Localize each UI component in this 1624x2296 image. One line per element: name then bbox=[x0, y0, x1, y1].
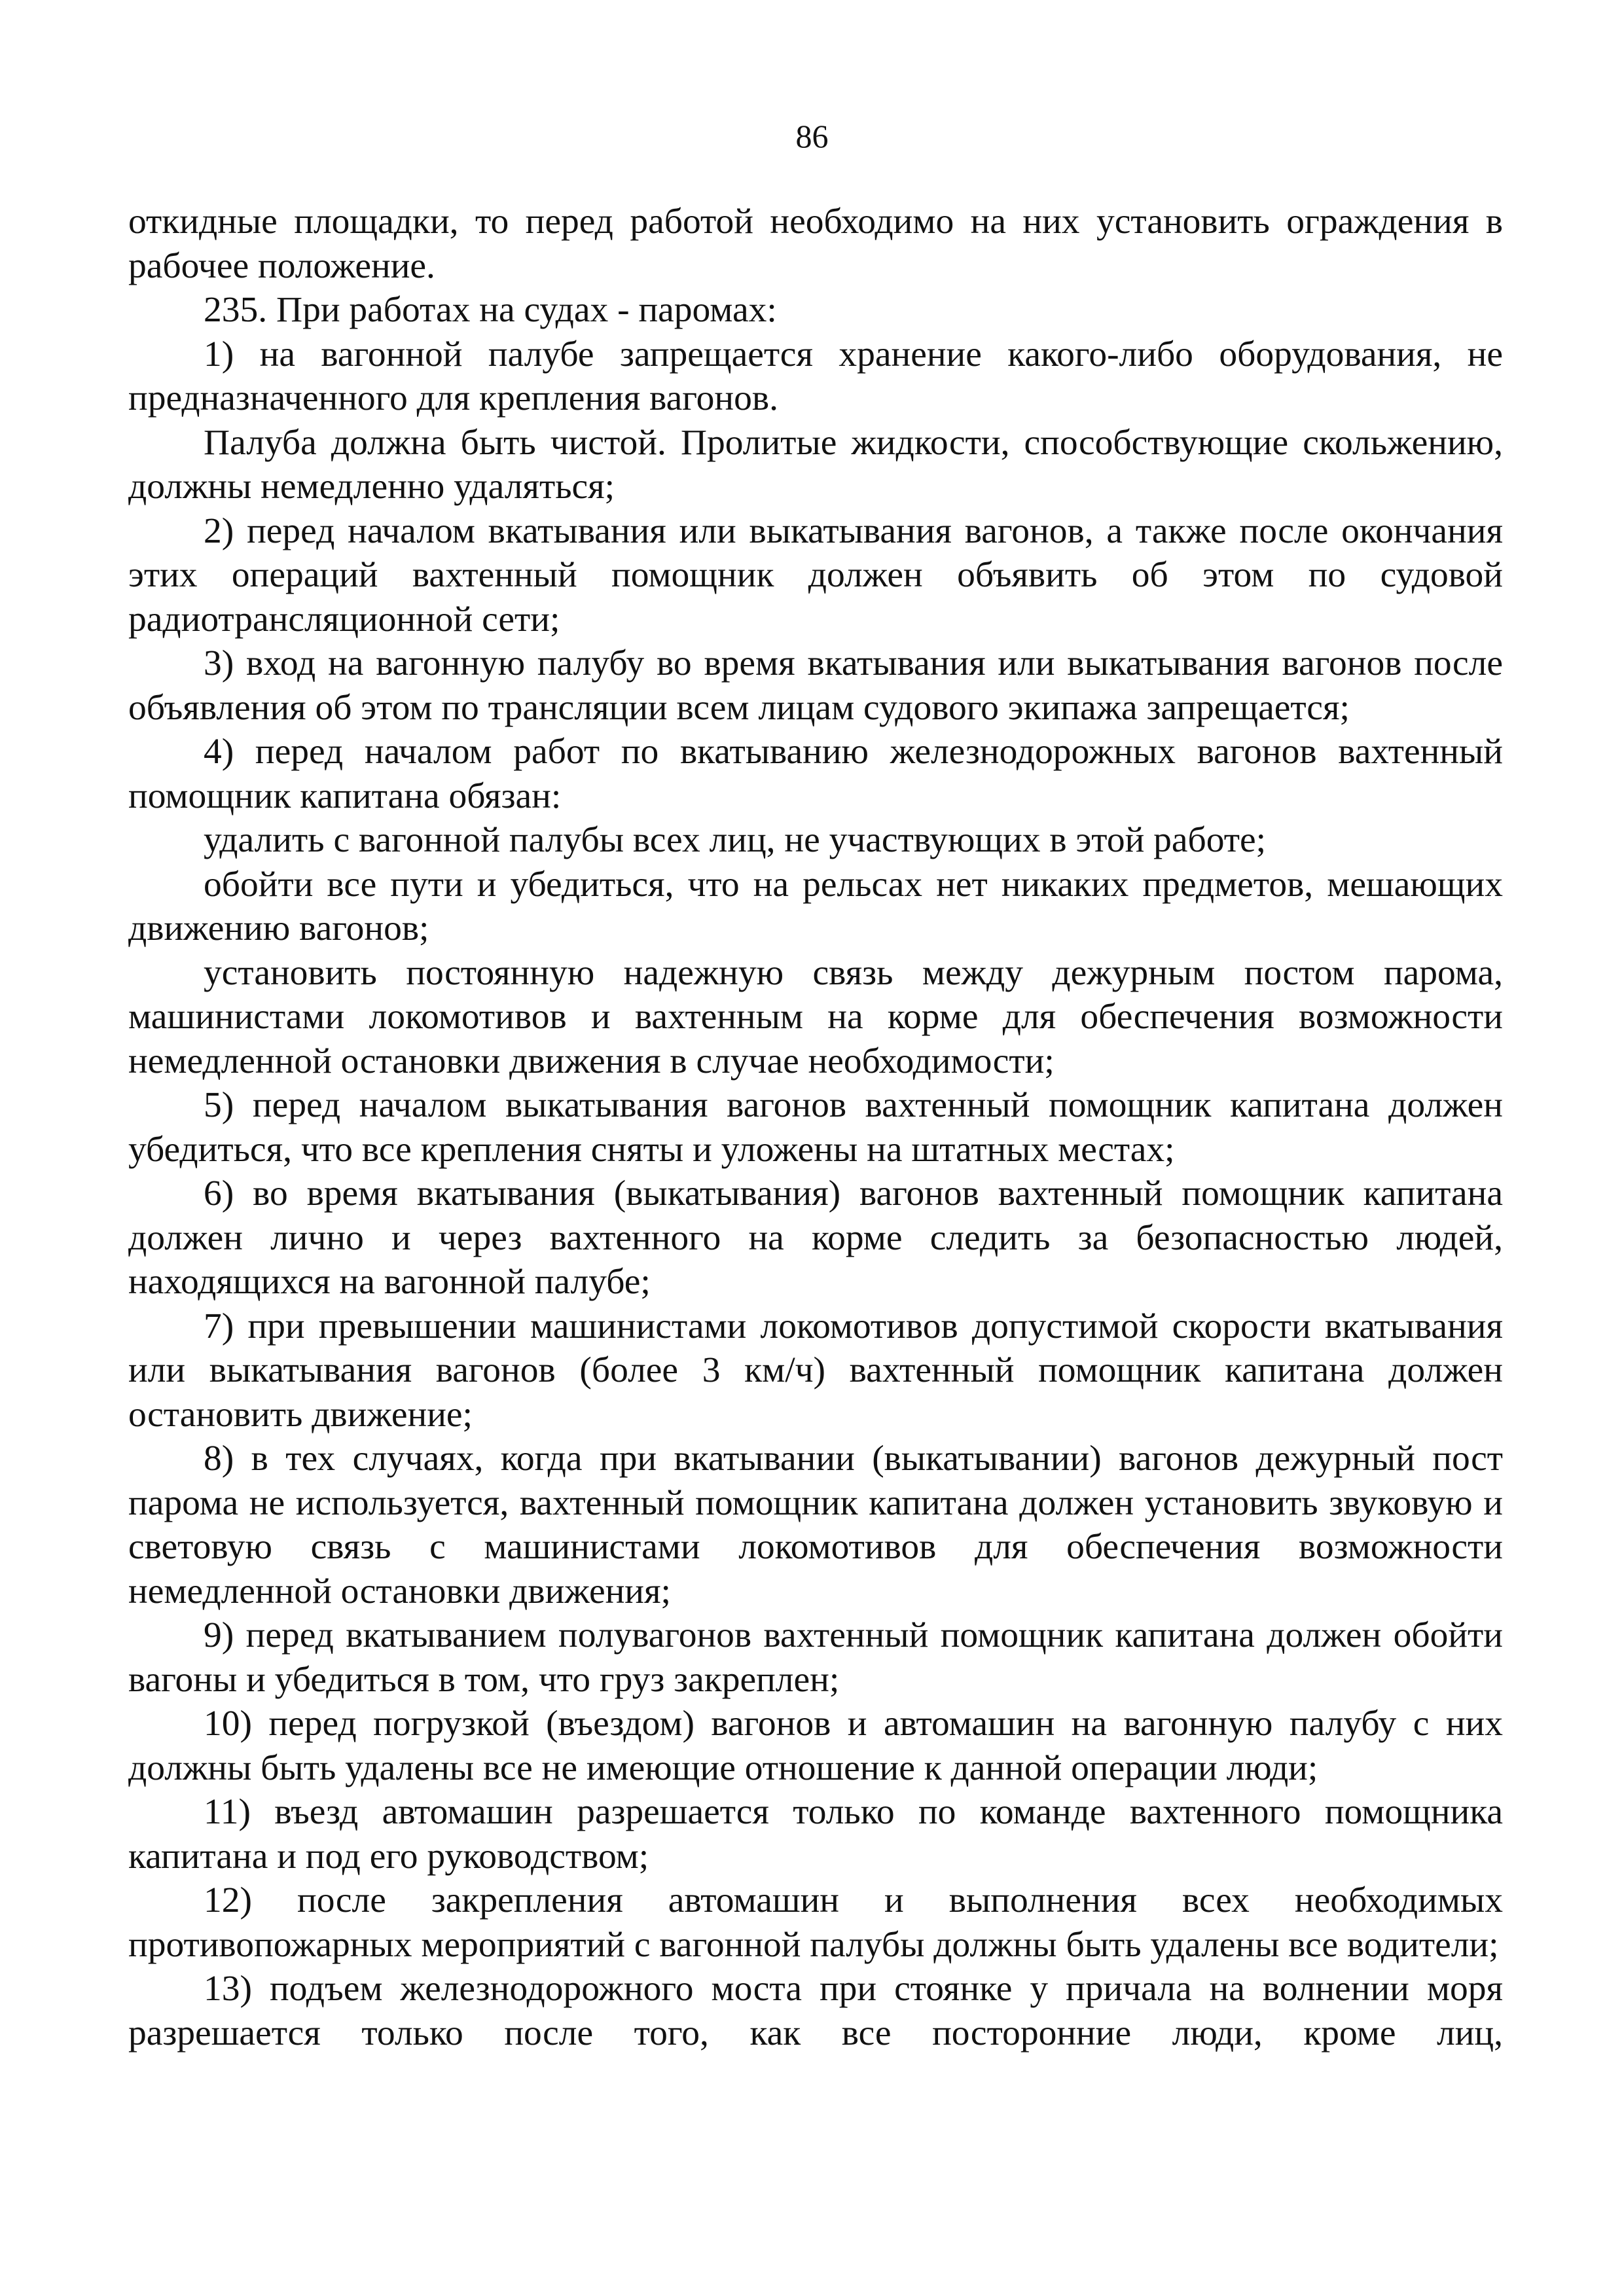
paragraph-duty-remove-persons: удалить с вагонной палубы всех лиц, не участвующих в этой работе; bbox=[204, 820, 1267, 860]
page-number: 86 bbox=[795, 118, 829, 154]
paragraph-subitem-9: 9) перед вкатыванием полувагонов вахтенный помощник капитана должен обойти вагоны и убедиться в том, что груз закреплен; bbox=[128, 1615, 1503, 1700]
paragraph-subitem-4: 4) перед началом работ по вкатыванию железнодорожных вагонов вахтенный помощник капитана обязан: bbox=[128, 732, 1503, 816]
document-body bbox=[128, 200, 1503, 2055]
paragraph-subitem-6: 6) во время вкатывания (выкатывания) вагонов вахтенный помощник капитана должен лично и через вахтенного на корме следить за безопасностью людей, находящихся на вагонной палубе; bbox=[128, 1174, 1503, 1302]
paragraph-subitem-2: 2) перед началом вкатывания или выкатывания вагонов, а также после окончания этих операций вахтенный помощник должен объявить об этом по судовой радиотрансляционной сети; bbox=[128, 511, 1503, 639]
paragraph-duty-inspect-tracks: обойти все пути и убедиться, что на рельсах нет никаких предметов, мешающих движению вагонов; bbox=[128, 864, 1503, 948]
paragraph-continuation: откидные площадки, то перед работой необходимо на них установить ограждения в рабочее положение. bbox=[128, 202, 1503, 286]
paragraph-subitem-1: 1) на вагонной палубе запрещается хранение какого-либо оборудования, не предназначенного для крепления вагонов. bbox=[128, 334, 1503, 418]
paragraph-duty-establish-communication: установить постоянную надежную связь между дежурным постом парома, машинистами локомотивов и вахтенным на корме для обеспечения возможности немедленной остановки движения в случае необходимости; bbox=[128, 952, 1503, 1081]
paragraph-subitem-3: 3) вход на вагонную палубу во время вкатывания или выкатывания вагонов после объявления об этом по трансляции всем лицам судового экипажа запрещается; bbox=[128, 643, 1503, 728]
paragraph-item-235: 235. При работах на судах - паромах: bbox=[204, 290, 777, 330]
paragraph-deck-clean: Палуба должна быть чистой. Пролитые жидкости, способствующие скольжению, должны немедленно удаляться; bbox=[128, 422, 1503, 507]
paragraph-subitem-7: 7) при превышении машинистами локомотивов допустимой скорости вкатывания или выкатывания вагонов (более 3 км/ч) вахтенный помощник капитана должен остановить движение; bbox=[128, 1306, 1503, 1435]
paragraph-subitem-8: 8) в тех случаях, когда при вкатывании (выкатывании) вагонов дежурный пост парома не используется, вахтенный помощник капитана должен установить звуковую и световую связь с машинистами локомотивов для обеспечения возможности немедленной остановки движения; bbox=[128, 1439, 1503, 1611]
paragraph-subitem-10: 10) перед погрузкой (въездом) вагонов и автомашин на вагонную палубу с них должны быть удалены все не имеющие отношение к данной операции люди; bbox=[128, 1704, 1503, 1788]
paragraph-subitem-5: 5) перед началом выкатывания вагонов вахтенный помощник капитана должен убедиться, что все крепления сняты и уложены на штатных местах; bbox=[128, 1085, 1503, 1170]
paragraph-subitem-11: 11) въезд автомашин разрешается только по команде вахтенного помощника капитана и под его руководством; bbox=[128, 1792, 1503, 1876]
paragraph-subitem-13: 13) подъем железнодорожного моста при стоянке у причала на волнении моря разрешается только после того, как все посторонние люди, кроме лиц, bbox=[128, 1969, 1503, 2053]
paragraph-subitem-12: 12) после закрепления автомашин и выполнения всех необходимых противопожарных мероприятий с вагонной палубы должны быть удалены все водители; bbox=[128, 1880, 1503, 1965]
